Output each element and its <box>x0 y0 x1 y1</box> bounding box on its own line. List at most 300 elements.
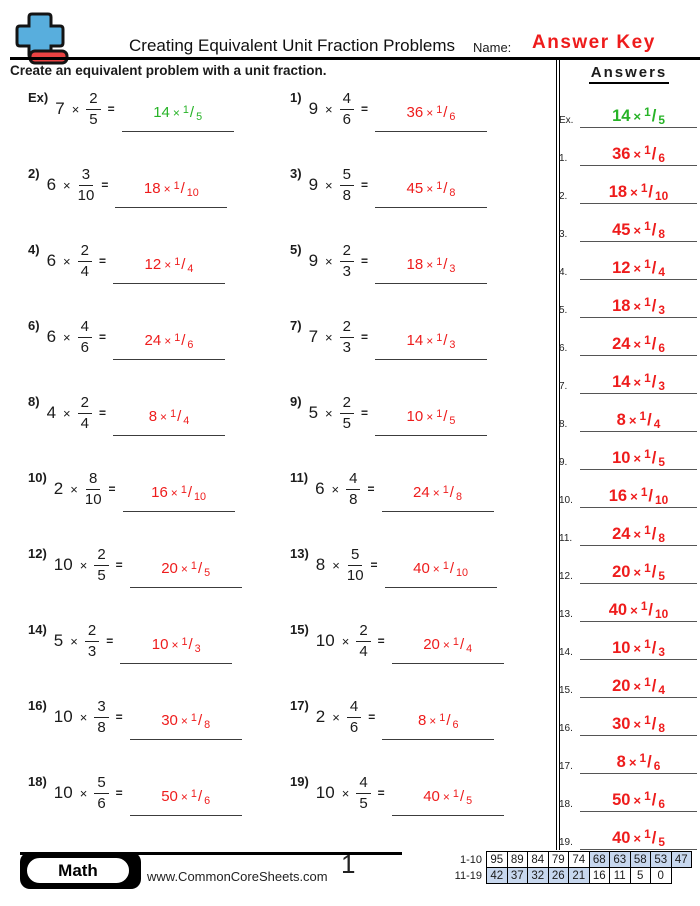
answer-row-label: 7. <box>559 381 568 392</box>
answer-row-blank <box>580 601 697 622</box>
answer-row-blank <box>580 221 697 242</box>
answer-value <box>161 712 210 729</box>
score-grid-range-label: 11-19 <box>454 869 482 882</box>
answer-multiplier: 30 <box>612 715 631 733</box>
answer-value <box>144 180 199 197</box>
unit-numerator: 1 <box>639 751 647 766</box>
unit-numerator: 1 <box>436 331 443 344</box>
fraction-slash: / <box>189 104 195 122</box>
times-sign: × <box>180 790 188 805</box>
answer-multiplier: 45 <box>612 221 631 239</box>
answer-row-blank <box>580 639 697 660</box>
unit-denominator: 3 <box>449 262 456 275</box>
unit-denominator: 3 <box>194 642 201 655</box>
score-grid-cell: 47 <box>671 851 693 868</box>
answer-blank <box>113 256 225 284</box>
fraction-numerator: 2 <box>78 394 92 414</box>
fraction <box>78 318 92 356</box>
unit-numerator: 1 <box>442 559 449 572</box>
problem-item <box>28 466 286 508</box>
answer-blank <box>115 180 227 208</box>
answer-multiplier: 8 <box>417 712 427 730</box>
answer-value <box>612 829 665 847</box>
times-sign: × <box>633 451 642 466</box>
unit-denominator: 6 <box>187 338 194 351</box>
fraction-slash: / <box>181 256 186 274</box>
unit-denominator: 4 <box>466 642 473 655</box>
fraction-denominator: 6 <box>80 338 89 356</box>
answer-multiplier: 24 <box>612 525 631 543</box>
fraction-denominator: 3 <box>87 642 97 660</box>
answer-blank <box>385 560 497 588</box>
answer-row <box>559 404 697 432</box>
commoncoresheets-logo <box>12 8 72 71</box>
problem-number: 12) <box>28 546 47 561</box>
fraction-numerator: 5 <box>348 546 362 566</box>
answer-value <box>612 791 665 809</box>
problem-expression <box>316 622 504 660</box>
times-sign: × <box>170 486 178 501</box>
answer-multiplier: 14 <box>406 332 424 350</box>
score-grid-cell: 32 <box>527 867 549 884</box>
answer-row <box>559 784 697 812</box>
answer-value <box>609 487 668 505</box>
unit-denominator: 4 <box>653 416 661 431</box>
answer-row-label: 6. <box>559 343 568 354</box>
score-grid <box>440 851 692 884</box>
whole-number-factor: 8 <box>315 555 326 575</box>
equals-sign: = <box>98 406 106 421</box>
problem-number: 10) <box>28 470 47 485</box>
equals-sign: = <box>360 330 368 345</box>
answer-value <box>153 104 202 121</box>
unit-numerator: 1 <box>436 103 443 116</box>
fraction-denominator: 5 <box>359 794 368 812</box>
answer-value <box>612 639 665 657</box>
equals-sign: = <box>360 254 368 269</box>
unit-numerator: 1 <box>640 485 648 500</box>
answer-value <box>612 107 665 125</box>
fraction-numerator: 2 <box>340 242 354 262</box>
answer-row-blank <box>580 753 697 774</box>
fraction-slash: / <box>651 677 657 695</box>
equals-sign: = <box>360 178 368 193</box>
fraction-slash: / <box>648 183 654 201</box>
unit-denominator: 5 <box>658 112 665 127</box>
fraction-slash: / <box>651 373 657 391</box>
answer-blank <box>375 180 487 208</box>
problem-number: 16) <box>28 698 47 713</box>
unit-denominator: 6 <box>658 340 665 355</box>
score-grid-cell: 89 <box>507 851 529 868</box>
fraction-slash: / <box>449 560 454 578</box>
problem-expression <box>47 394 225 432</box>
unit-numerator: 1 <box>182 103 189 116</box>
times-sign: × <box>63 253 71 269</box>
fraction-slash: / <box>443 408 448 426</box>
unit-numerator: 1 <box>442 483 449 496</box>
times-sign: × <box>628 413 637 428</box>
problem-item <box>290 86 548 128</box>
answer-value <box>423 788 472 805</box>
answer-multiplier: 45 <box>406 180 424 198</box>
unit-numerator: 1 <box>170 407 177 420</box>
answer-value <box>612 297 665 315</box>
fraction-slash: / <box>180 180 185 198</box>
answer-value <box>612 715 665 733</box>
times-sign: × <box>633 565 642 580</box>
answer-blank <box>375 104 487 132</box>
answer-value <box>149 408 190 425</box>
fraction <box>340 242 354 280</box>
fraction-slash: / <box>651 715 657 733</box>
whole-number-factor: 6 <box>46 251 57 271</box>
answer-value <box>612 335 665 353</box>
unit-denominator: 5 <box>658 454 665 469</box>
answer-blank <box>382 484 494 512</box>
fraction <box>85 622 99 660</box>
answer-blank <box>130 560 242 588</box>
fraction <box>86 90 100 128</box>
fraction-slash: / <box>651 335 657 353</box>
answer-value <box>609 601 668 619</box>
answer-value <box>407 408 456 425</box>
problem-expression <box>309 394 487 432</box>
score-grid-row <box>440 851 692 868</box>
problem-number: 17) <box>290 698 309 713</box>
whole-number-factor: 2 <box>53 479 64 499</box>
answer-row <box>559 822 697 850</box>
unit-numerator: 1 <box>174 255 181 268</box>
answer-multiplier: 14 <box>612 373 631 391</box>
score-grid-cell: 63 <box>609 851 631 868</box>
times-sign: × <box>164 334 172 349</box>
problem-number: 14) <box>28 622 47 637</box>
answer-multiplier: 50 <box>161 788 178 806</box>
unit-numerator: 1 <box>190 787 197 800</box>
whole-number-factor: 6 <box>46 327 57 347</box>
unit-numerator: 1 <box>436 179 443 192</box>
answer-row <box>559 480 697 508</box>
answer-row-label: 4. <box>559 267 568 278</box>
times-sign: × <box>341 633 350 649</box>
fraction-denominator: 10 <box>77 186 95 204</box>
problem-expression <box>47 166 228 204</box>
fraction-slash: / <box>459 788 465 806</box>
answer-row <box>559 252 697 280</box>
answer-row-blank <box>580 259 697 280</box>
equals-sign: = <box>115 710 123 725</box>
answer-row <box>559 708 697 736</box>
times-sign: × <box>426 334 434 349</box>
fraction-numerator: 3 <box>79 166 93 186</box>
website-text: www.CommonCoreSheets.com <box>147 869 328 884</box>
times-sign: × <box>633 375 642 390</box>
answer-multiplier: 16 <box>608 487 628 505</box>
fraction <box>356 774 370 812</box>
problem-number: 11) <box>290 470 309 485</box>
fraction-numerator: 4 <box>347 698 361 718</box>
answer-row <box>559 556 697 584</box>
unit-numerator: 1 <box>644 371 651 386</box>
answer-row-label: Ex. <box>559 115 574 126</box>
answer-value <box>413 484 462 501</box>
problem-item <box>290 314 548 356</box>
answer-row-blank <box>580 715 697 736</box>
answer-row <box>559 632 697 660</box>
fraction-denominator: 6 <box>349 718 359 736</box>
fraction-slash: / <box>648 601 654 619</box>
times-sign: × <box>442 638 450 653</box>
answer-multiplier: 50 <box>612 791 631 809</box>
fraction-denominator: 3 <box>342 338 351 356</box>
answer-row-label: 10. <box>559 495 573 506</box>
fraction-slash: / <box>651 221 657 239</box>
fraction-numerator: 2 <box>94 546 108 566</box>
fraction-denominator: 10 <box>346 566 364 584</box>
answers-header: Answers <box>562 64 696 82</box>
unit-denominator: 8 <box>449 186 456 199</box>
fraction <box>340 90 354 128</box>
whole-number-factor: 10 <box>53 555 73 575</box>
fraction <box>78 242 92 280</box>
answer-multiplier: 16 <box>151 484 168 502</box>
unit-denominator: 10 <box>655 188 669 203</box>
unit-numerator: 1 <box>644 561 651 576</box>
answer-multiplier: 12 <box>144 256 162 274</box>
unit-denominator: 5 <box>658 568 665 583</box>
unit-numerator: 1 <box>644 333 651 348</box>
unit-numerator: 1 <box>644 105 651 120</box>
unit-numerator: 1 <box>644 523 651 538</box>
fraction <box>94 546 108 584</box>
score-grid-cell: 53 <box>650 851 672 868</box>
answer-value <box>423 636 472 653</box>
fraction-denominator: 4 <box>359 642 368 660</box>
answer-row-label: 13. <box>559 609 573 620</box>
unit-denominator: 3 <box>449 338 456 351</box>
score-grid-cell: 95 <box>486 851 508 868</box>
equals-sign: = <box>370 558 378 573</box>
problem-item <box>290 770 548 812</box>
answer-row-label: 18. <box>559 799 573 810</box>
answer-value <box>152 636 201 653</box>
answer-row-label: 17. <box>559 761 573 772</box>
times-sign: × <box>63 177 71 193</box>
fraction-numerator: 2 <box>86 90 100 110</box>
times-sign: × <box>171 638 179 653</box>
fraction-denominator: 10 <box>84 490 102 508</box>
answer-row <box>559 328 697 356</box>
answer-multiplier: 10 <box>612 449 631 467</box>
answer-blank <box>130 788 242 816</box>
unit-numerator: 1 <box>173 179 180 192</box>
times-sign: × <box>633 337 642 352</box>
times-sign: × <box>432 562 440 577</box>
problem-number: 5) <box>290 242 302 257</box>
answer-multiplier: 10 <box>612 639 631 657</box>
fraction <box>340 166 354 204</box>
answer-value <box>161 788 210 805</box>
answer-value <box>612 259 665 277</box>
times-sign: × <box>426 258 434 273</box>
times-sign: × <box>633 109 642 124</box>
answer-row-label: 14. <box>559 647 573 658</box>
times-sign: × <box>325 253 333 269</box>
name-label: Name: <box>473 40 512 55</box>
fraction-numerator: 4 <box>356 774 370 794</box>
answer-row-blank <box>580 145 697 166</box>
answer-multiplier: 18 <box>143 180 161 198</box>
whole-number-factor: 10 <box>315 783 335 803</box>
answer-multiplier: 18 <box>608 183 628 201</box>
whole-number-factor: 2 <box>315 707 326 727</box>
unit-denominator: 8 <box>658 530 665 545</box>
unit-denominator: 4 <box>658 264 665 279</box>
unit-denominator: 3 <box>658 302 665 317</box>
times-sign: × <box>633 831 642 846</box>
problem-item <box>290 618 548 660</box>
score-grid-cell: 68 <box>589 851 611 868</box>
times-sign: × <box>633 261 642 276</box>
equals-sign: = <box>107 102 115 117</box>
answer-value <box>161 560 210 577</box>
answer-multiplier: 40 <box>423 788 440 806</box>
unit-denominator: 3 <box>658 644 665 659</box>
answer-row <box>559 214 697 242</box>
unit-denominator: 6 <box>658 796 665 811</box>
problem-item <box>28 542 286 584</box>
fraction <box>85 470 102 508</box>
unit-denominator: 4 <box>658 682 665 697</box>
fraction-numerator: 2 <box>356 622 370 642</box>
times-sign: × <box>180 562 188 577</box>
answer-multiplier: 14 <box>612 107 631 125</box>
unit-numerator: 1 <box>644 827 651 842</box>
fraction-numerator: 2 <box>78 242 92 262</box>
times-sign: × <box>164 258 172 273</box>
times-sign: × <box>429 714 437 729</box>
problem-expression <box>47 318 225 356</box>
fraction-numerator: 2 <box>85 622 99 642</box>
times-sign: × <box>426 410 434 425</box>
times-sign: × <box>325 405 333 421</box>
times-sign: × <box>633 299 642 314</box>
unit-denominator: 8 <box>658 226 665 241</box>
times-sign: × <box>633 679 642 694</box>
unit-numerator: 1 <box>436 255 443 268</box>
fraction-slash: / <box>651 449 657 467</box>
answer-multiplier: 20 <box>612 677 631 695</box>
answer-row <box>559 670 697 698</box>
fraction-numerator: 5 <box>94 774 108 794</box>
answer-row-label: 11. <box>559 533 573 544</box>
answer-row-label: 19. <box>559 837 573 848</box>
answer-row-blank <box>580 107 697 128</box>
unit-denominator: 3 <box>658 378 665 393</box>
answer-multiplier: 24 <box>612 335 631 353</box>
fraction-denominator: 5 <box>89 110 98 128</box>
whole-number-factor: 10 <box>315 631 335 651</box>
fraction-slash: / <box>651 259 657 277</box>
unit-denominator: 10 <box>655 492 669 507</box>
unit-denominator: 8 <box>455 490 462 503</box>
fraction <box>340 318 354 356</box>
unit-numerator: 1 <box>644 295 651 310</box>
fraction-denominator: 3 <box>342 262 351 280</box>
unit-numerator: 1 <box>181 635 188 648</box>
page-number: 1 <box>341 849 356 879</box>
fraction-denominator: 5 <box>97 566 106 584</box>
score-grid-cell: 0 <box>650 867 672 884</box>
fraction-slash: / <box>443 332 448 350</box>
fraction-slash: / <box>188 636 193 654</box>
fraction <box>347 546 364 584</box>
times-sign: × <box>63 405 71 421</box>
problem-number: 1) <box>290 90 302 105</box>
score-grid-row <box>440 867 692 884</box>
fraction-slash: / <box>443 180 448 198</box>
times-sign: × <box>331 481 340 497</box>
problem-item <box>28 390 286 432</box>
answer-multiplier: 24 <box>413 484 430 502</box>
answer-row <box>559 290 697 318</box>
unit-numerator: 1 <box>640 181 648 196</box>
equals-sign: = <box>115 558 123 573</box>
equals-sign: = <box>377 786 385 801</box>
fraction-numerator: 2 <box>340 394 354 414</box>
problem-expression <box>54 622 232 660</box>
answer-row <box>559 518 697 546</box>
answer-blank <box>120 636 232 664</box>
answer-multiplier: 18 <box>612 297 631 315</box>
unit-numerator: 1 <box>644 637 651 652</box>
times-sign: × <box>70 481 78 497</box>
problem-item <box>290 694 548 736</box>
score-grid-cell: 11 <box>609 867 631 884</box>
answer-blank <box>375 408 487 436</box>
page-title: Creating Equivalent Unit Fraction Problems <box>129 36 455 55</box>
answer-multiplier: 40 <box>612 829 631 847</box>
whole-number-factor: 10 <box>53 707 73 727</box>
answer-value <box>151 484 206 501</box>
answer-blank <box>382 712 494 740</box>
answer-row <box>559 366 697 394</box>
score-grid-cell: 5 <box>630 867 652 884</box>
unit-denominator: 10 <box>194 490 207 503</box>
answer-value <box>145 332 194 349</box>
fraction-slash: / <box>197 788 203 806</box>
fraction-denominator: 5 <box>342 414 351 432</box>
answer-multiplier: 8 <box>148 408 158 426</box>
unit-denominator: 8 <box>658 720 665 735</box>
answer-multiplier: 14 <box>153 104 170 122</box>
answer-row-label: 16. <box>559 723 573 734</box>
problem-item <box>28 86 286 128</box>
problem-item <box>290 466 548 508</box>
problem-item <box>290 238 548 280</box>
whole-number-factor: 5 <box>53 631 64 651</box>
answer-row-blank <box>580 791 697 812</box>
whole-number-factor: 9 <box>308 99 319 119</box>
problem-item <box>290 162 548 204</box>
answer-multiplier: 30 <box>161 712 178 730</box>
times-sign: × <box>325 329 333 345</box>
fraction-numerator: 3 <box>94 698 108 718</box>
fraction-slash: / <box>446 712 451 730</box>
problem-number: Ex) <box>28 90 49 105</box>
answer-multiplier: 20 <box>423 636 440 654</box>
